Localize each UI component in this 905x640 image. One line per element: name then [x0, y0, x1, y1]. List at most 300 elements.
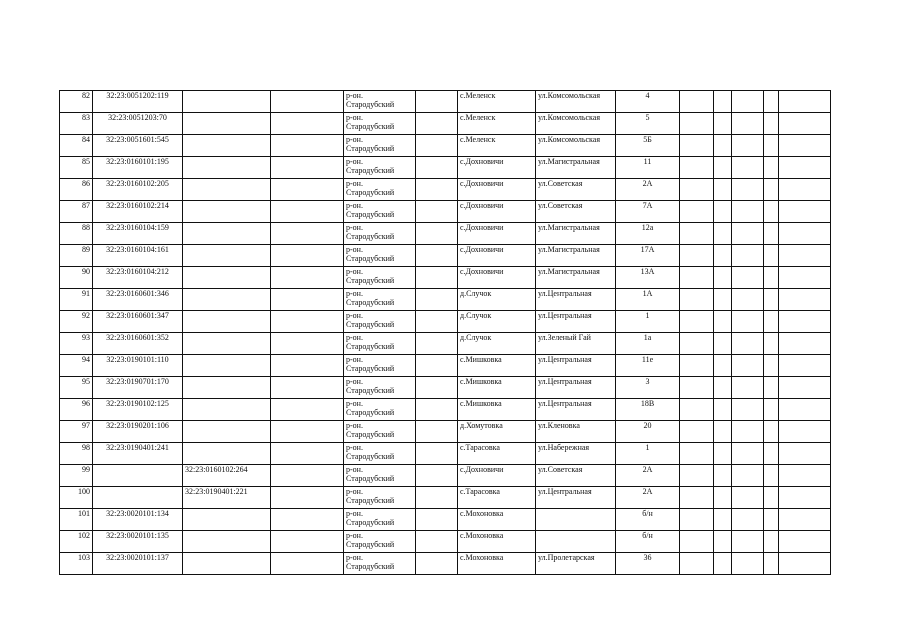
- empty-cell: [416, 487, 458, 509]
- district: [344, 399, 416, 421]
- empty-cell: [764, 355, 779, 377]
- cadastral-number-alt: [183, 289, 271, 311]
- empty-cell: [779, 311, 831, 333]
- empty-cell: [416, 135, 458, 157]
- district-prefix: р-он.: [346, 267, 363, 276]
- street: ул.Центральная: [536, 399, 616, 421]
- district-prefix: р-он.: [346, 421, 363, 430]
- empty-cell: [680, 399, 714, 421]
- street: ул.Советская: [536, 201, 616, 223]
- table-row: [60, 267, 831, 289]
- row-number: 82: [60, 91, 93, 113]
- cadastral-number-alt: [183, 91, 271, 113]
- district-prefix: р-он.: [346, 311, 363, 320]
- empty-cell: [271, 443, 344, 465]
- village: с.Тарасовка: [458, 443, 536, 465]
- empty-cell: [416, 157, 458, 179]
- cadastral-number-alt: [183, 201, 271, 223]
- empty-cell: [779, 531, 831, 553]
- row-number: 89: [60, 245, 93, 267]
- street: ул.Советская: [536, 179, 616, 201]
- street: ул.Центральная: [536, 355, 616, 377]
- empty-cell: [714, 91, 732, 113]
- district-name: Стародубский: [346, 430, 395, 439]
- empty-cell: [416, 245, 458, 267]
- cadastral-number: 32:23:0190102:125: [93, 399, 183, 421]
- empty-cell: [714, 531, 732, 553]
- table-row: [60, 443, 831, 465]
- empty-cell: [779, 179, 831, 201]
- house-number: 2А: [616, 179, 680, 201]
- district: [344, 179, 416, 201]
- cadastral-number: 32:23:0020101:135: [93, 531, 183, 553]
- district: [344, 113, 416, 135]
- house-number: 4: [616, 91, 680, 113]
- empty-cell: [680, 157, 714, 179]
- empty-cell: [680, 135, 714, 157]
- cadastral-number: 32:23:0160601:346: [93, 289, 183, 311]
- village: с.Мишковка: [458, 377, 536, 399]
- empty-cell: [271, 91, 344, 113]
- cadastral-number-alt: [183, 399, 271, 421]
- empty-cell: [764, 421, 779, 443]
- empty-cell: [732, 465, 764, 487]
- empty-cell: [416, 311, 458, 333]
- village: с.Меленск: [458, 113, 536, 135]
- district-prefix: р-он.: [346, 135, 363, 144]
- house-number: 11е: [616, 355, 680, 377]
- cadastral-number-alt: [183, 267, 271, 289]
- empty-cell: [416, 355, 458, 377]
- district: [344, 311, 416, 333]
- cadastral-number: 32:23:0160104:212: [93, 267, 183, 289]
- empty-cell: [680, 487, 714, 509]
- empty-cell: [714, 267, 732, 289]
- house-number: 11: [616, 157, 680, 179]
- district-name: Стародубский: [346, 540, 395, 549]
- empty-cell: [271, 509, 344, 531]
- table-row: [60, 245, 831, 267]
- row-number: 85: [60, 157, 93, 179]
- empty-cell: [732, 333, 764, 355]
- empty-cell: [680, 311, 714, 333]
- house-number: 1А: [616, 289, 680, 311]
- empty-cell: [714, 355, 732, 377]
- empty-cell: [764, 509, 779, 531]
- village: д.Хомутовка: [458, 421, 536, 443]
- row-number: 94: [60, 355, 93, 377]
- empty-cell: [764, 179, 779, 201]
- street: ул.Центральная: [536, 289, 616, 311]
- district-prefix: р-он.: [346, 509, 363, 518]
- empty-cell: [680, 509, 714, 531]
- district: [344, 377, 416, 399]
- empty-cell: [779, 267, 831, 289]
- district-name: Стародубский: [346, 144, 395, 153]
- cadastral-number: 32:23:0160601:352: [93, 333, 183, 355]
- cadastral-number-alt: [183, 223, 271, 245]
- street: ул.Центральная: [536, 377, 616, 399]
- house-number: 5Б: [616, 135, 680, 157]
- empty-cell: [732, 223, 764, 245]
- district-name: Стародубский: [346, 342, 395, 351]
- cadastral-number: 32:23:0190201:106: [93, 421, 183, 443]
- village: с.Дохновичи: [458, 223, 536, 245]
- empty-cell: [416, 421, 458, 443]
- empty-cell: [680, 223, 714, 245]
- district-prefix: р-он.: [346, 399, 363, 408]
- street: ул.Магистральная: [536, 157, 616, 179]
- district: [344, 487, 416, 509]
- empty-cell: [714, 135, 732, 157]
- district-prefix: р-он.: [346, 531, 363, 540]
- empty-cell: [271, 289, 344, 311]
- district-name: Стародубский: [346, 496, 395, 505]
- house-number: 2А: [616, 465, 680, 487]
- empty-cell: [271, 355, 344, 377]
- table-row: [60, 355, 831, 377]
- street: [536, 531, 616, 553]
- village: с.Дохновичи: [458, 201, 536, 223]
- empty-cell: [416, 399, 458, 421]
- cadastral-number-alt: [183, 355, 271, 377]
- empty-cell: [779, 421, 831, 443]
- empty-cell: [732, 531, 764, 553]
- row-number: 103: [60, 553, 93, 575]
- house-number: 17А: [616, 245, 680, 267]
- table-row: [60, 421, 831, 443]
- empty-cell: [732, 487, 764, 509]
- street: ул.Кленовка: [536, 421, 616, 443]
- district-name: Стародубский: [346, 452, 395, 461]
- district-prefix: р-он.: [346, 201, 363, 210]
- district: [344, 443, 416, 465]
- cadastral-number-alt: 32:23:0160102:264: [183, 465, 271, 487]
- house-number: 13А: [616, 267, 680, 289]
- cadastral-number: 32:23:0051203:70: [93, 113, 183, 135]
- empty-cell: [764, 443, 779, 465]
- empty-cell: [680, 443, 714, 465]
- district: [344, 267, 416, 289]
- empty-cell: [271, 553, 344, 575]
- empty-cell: [732, 443, 764, 465]
- village: с.Меленск: [458, 91, 536, 113]
- village: с.Мохоновка: [458, 531, 536, 553]
- cadastral-number: 32:23:0190101:110: [93, 355, 183, 377]
- table-row: [60, 201, 831, 223]
- street: ул.Магистральная: [536, 245, 616, 267]
- row-number: 83: [60, 113, 93, 135]
- village: с.Дохновичи: [458, 465, 536, 487]
- empty-cell: [680, 421, 714, 443]
- empty-cell: [271, 399, 344, 421]
- house-number: 7А: [616, 201, 680, 223]
- district-name: Стародубский: [346, 276, 395, 285]
- row-number: 95: [60, 377, 93, 399]
- empty-cell: [732, 113, 764, 135]
- empty-cell: [779, 245, 831, 267]
- empty-cell: [732, 377, 764, 399]
- empty-cell: [714, 157, 732, 179]
- empty-cell: [271, 267, 344, 289]
- empty-cell: [714, 245, 732, 267]
- village: с.Дохновичи: [458, 157, 536, 179]
- empty-cell: [680, 201, 714, 223]
- empty-cell: [779, 91, 831, 113]
- district: [344, 223, 416, 245]
- table-row: [60, 465, 831, 487]
- empty-cell: [779, 377, 831, 399]
- property-registry-table: [59, 90, 831, 575]
- district-prefix: р-он.: [346, 553, 363, 562]
- district-prefix: р-он.: [346, 223, 363, 232]
- empty-cell: [271, 531, 344, 553]
- empty-cell: [779, 465, 831, 487]
- empty-cell: [680, 289, 714, 311]
- cadastral-number-alt: [183, 443, 271, 465]
- row-number: 101: [60, 509, 93, 531]
- village: с.Мохоновка: [458, 509, 536, 531]
- cadastral-number: 32:23:0020101:134: [93, 509, 183, 531]
- empty-cell: [271, 333, 344, 355]
- house-number: 18В: [616, 399, 680, 421]
- empty-cell: [271, 465, 344, 487]
- table-row: [60, 157, 831, 179]
- row-number: 87: [60, 201, 93, 223]
- table-row: [60, 311, 831, 333]
- row-number: 97: [60, 421, 93, 443]
- table-row: [60, 399, 831, 421]
- street: ул.Комсомольская: [536, 135, 616, 157]
- district-name: Стародубский: [346, 364, 395, 373]
- street: ул.Зеленый Гай: [536, 333, 616, 355]
- empty-cell: [779, 443, 831, 465]
- empty-cell: [714, 465, 732, 487]
- empty-cell: [764, 531, 779, 553]
- street: ул.Комсомольская: [536, 113, 616, 135]
- empty-cell: [732, 509, 764, 531]
- empty-cell: [416, 465, 458, 487]
- empty-cell: [764, 487, 779, 509]
- district: [344, 355, 416, 377]
- empty-cell: [714, 399, 732, 421]
- empty-cell: [714, 201, 732, 223]
- village: д.Случок: [458, 333, 536, 355]
- street: ул.Советская: [536, 465, 616, 487]
- empty-cell: [732, 201, 764, 223]
- empty-cell: [271, 421, 344, 443]
- table-row: [60, 333, 831, 355]
- house-number: 20: [616, 421, 680, 443]
- district: [344, 333, 416, 355]
- empty-cell: [714, 223, 732, 245]
- empty-cell: [732, 157, 764, 179]
- empty-cell: [680, 91, 714, 113]
- house-number: б/н: [616, 509, 680, 531]
- district-name: Стародубский: [346, 408, 395, 417]
- district: [344, 245, 416, 267]
- district-prefix: р-он.: [346, 157, 363, 166]
- empty-cell: [416, 223, 458, 245]
- empty-cell: [779, 333, 831, 355]
- empty-cell: [764, 135, 779, 157]
- empty-cell: [764, 91, 779, 113]
- empty-cell: [680, 333, 714, 355]
- empty-cell: [416, 553, 458, 575]
- district-name: Стародубский: [346, 254, 395, 263]
- empty-cell: [416, 289, 458, 311]
- empty-cell: [714, 311, 732, 333]
- cadastral-number-alt: [183, 157, 271, 179]
- empty-cell: [779, 487, 831, 509]
- empty-cell: [714, 289, 732, 311]
- village: с.Мишковка: [458, 355, 536, 377]
- row-number: 84: [60, 135, 93, 157]
- house-number: 3: [616, 377, 680, 399]
- house-number: 12а: [616, 223, 680, 245]
- empty-cell: [779, 355, 831, 377]
- cadastral-number-alt: [183, 377, 271, 399]
- cadastral-number: 32:23:0020101:137: [93, 553, 183, 575]
- empty-cell: [416, 443, 458, 465]
- house-number: б/н: [616, 531, 680, 553]
- village: с.Дохновичи: [458, 245, 536, 267]
- house-number: 1а: [616, 333, 680, 355]
- cadastral-number: 32:23:0160104:159: [93, 223, 183, 245]
- row-number: 100: [60, 487, 93, 509]
- district-name: Стародубский: [346, 386, 395, 395]
- village: с.Дохновичи: [458, 267, 536, 289]
- empty-cell: [680, 267, 714, 289]
- empty-cell: [271, 377, 344, 399]
- district-prefix: р-он.: [346, 179, 363, 188]
- empty-cell: [680, 465, 714, 487]
- empty-cell: [714, 377, 732, 399]
- empty-cell: [416, 267, 458, 289]
- table-row: [60, 487, 831, 509]
- table-row: [60, 377, 831, 399]
- empty-cell: [680, 245, 714, 267]
- table-row: [60, 179, 831, 201]
- cadastral-number: 32:23:0160102:205: [93, 179, 183, 201]
- village: д.Случок: [458, 311, 536, 333]
- district: [344, 289, 416, 311]
- row-number: 88: [60, 223, 93, 245]
- empty-cell: [764, 245, 779, 267]
- district: [344, 201, 416, 223]
- district: [344, 157, 416, 179]
- empty-cell: [271, 135, 344, 157]
- cadastral-number-alt: [183, 113, 271, 135]
- table-row: [60, 289, 831, 311]
- empty-cell: [779, 509, 831, 531]
- empty-cell: [732, 421, 764, 443]
- row-number: 96: [60, 399, 93, 421]
- empty-cell: [732, 245, 764, 267]
- cadastral-number-alt: [183, 135, 271, 157]
- empty-cell: [779, 553, 831, 575]
- cadastral-number-alt: [183, 531, 271, 553]
- empty-cell: [271, 113, 344, 135]
- table-row: [60, 113, 831, 135]
- district-prefix: р-он.: [346, 355, 363, 364]
- district-prefix: р-он.: [346, 487, 363, 496]
- house-number: 1: [616, 311, 680, 333]
- cadastral-number-alt: [183, 311, 271, 333]
- empty-cell: [732, 91, 764, 113]
- empty-cell: [714, 487, 732, 509]
- cadastral-number-alt: [183, 245, 271, 267]
- district-prefix: р-он.: [346, 465, 363, 474]
- empty-cell: [416, 113, 458, 135]
- cadastral-number: 32:23:0190701:170: [93, 377, 183, 399]
- district-name: Стародубский: [346, 562, 395, 571]
- cadastral-number: 32:23:0160601:347: [93, 311, 183, 333]
- house-number: 36: [616, 553, 680, 575]
- empty-cell: [416, 201, 458, 223]
- empty-cell: [764, 399, 779, 421]
- empty-cell: [714, 509, 732, 531]
- cadastral-number: 32:23:0160101:195: [93, 157, 183, 179]
- empty-cell: [680, 355, 714, 377]
- district-name: Стародубский: [346, 320, 395, 329]
- cadastral-number: [93, 465, 183, 487]
- district-name: Стародубский: [346, 166, 395, 175]
- empty-cell: [764, 113, 779, 135]
- empty-cell: [732, 267, 764, 289]
- village: д.Случок: [458, 289, 536, 311]
- empty-cell: [416, 333, 458, 355]
- empty-cell: [271, 179, 344, 201]
- empty-cell: [764, 465, 779, 487]
- empty-cell: [416, 531, 458, 553]
- row-number: 90: [60, 267, 93, 289]
- empty-cell: [416, 509, 458, 531]
- empty-cell: [680, 531, 714, 553]
- district: [344, 509, 416, 531]
- empty-cell: [764, 267, 779, 289]
- district-name: Стародубский: [346, 210, 395, 219]
- cadastral-number-alt: [183, 421, 271, 443]
- cadastral-number: 32:23:0160102:214: [93, 201, 183, 223]
- table-row: [60, 509, 831, 531]
- village: с.Мохоновка: [458, 553, 536, 575]
- empty-cell: [732, 311, 764, 333]
- empty-cell: [732, 399, 764, 421]
- cadastral-number-alt: [183, 333, 271, 355]
- empty-cell: [714, 553, 732, 575]
- district-prefix: р-он.: [346, 113, 363, 122]
- district-prefix: р-он.: [346, 245, 363, 254]
- row-number: 86: [60, 179, 93, 201]
- village: с.Дохновичи: [458, 179, 536, 201]
- empty-cell: [271, 223, 344, 245]
- house-number: 5: [616, 113, 680, 135]
- empty-cell: [732, 179, 764, 201]
- row-number: 93: [60, 333, 93, 355]
- district-name: Стародубский: [346, 474, 395, 483]
- empty-cell: [764, 289, 779, 311]
- empty-cell: [732, 289, 764, 311]
- district-name: Стародубский: [346, 100, 395, 109]
- row-number: 99: [60, 465, 93, 487]
- district-name: Стародубский: [346, 122, 395, 131]
- district-prefix: р-он.: [346, 377, 363, 386]
- cadastral-number-alt: [183, 509, 271, 531]
- row-number: 102: [60, 531, 93, 553]
- district-prefix: р-он.: [346, 91, 363, 100]
- district: [344, 91, 416, 113]
